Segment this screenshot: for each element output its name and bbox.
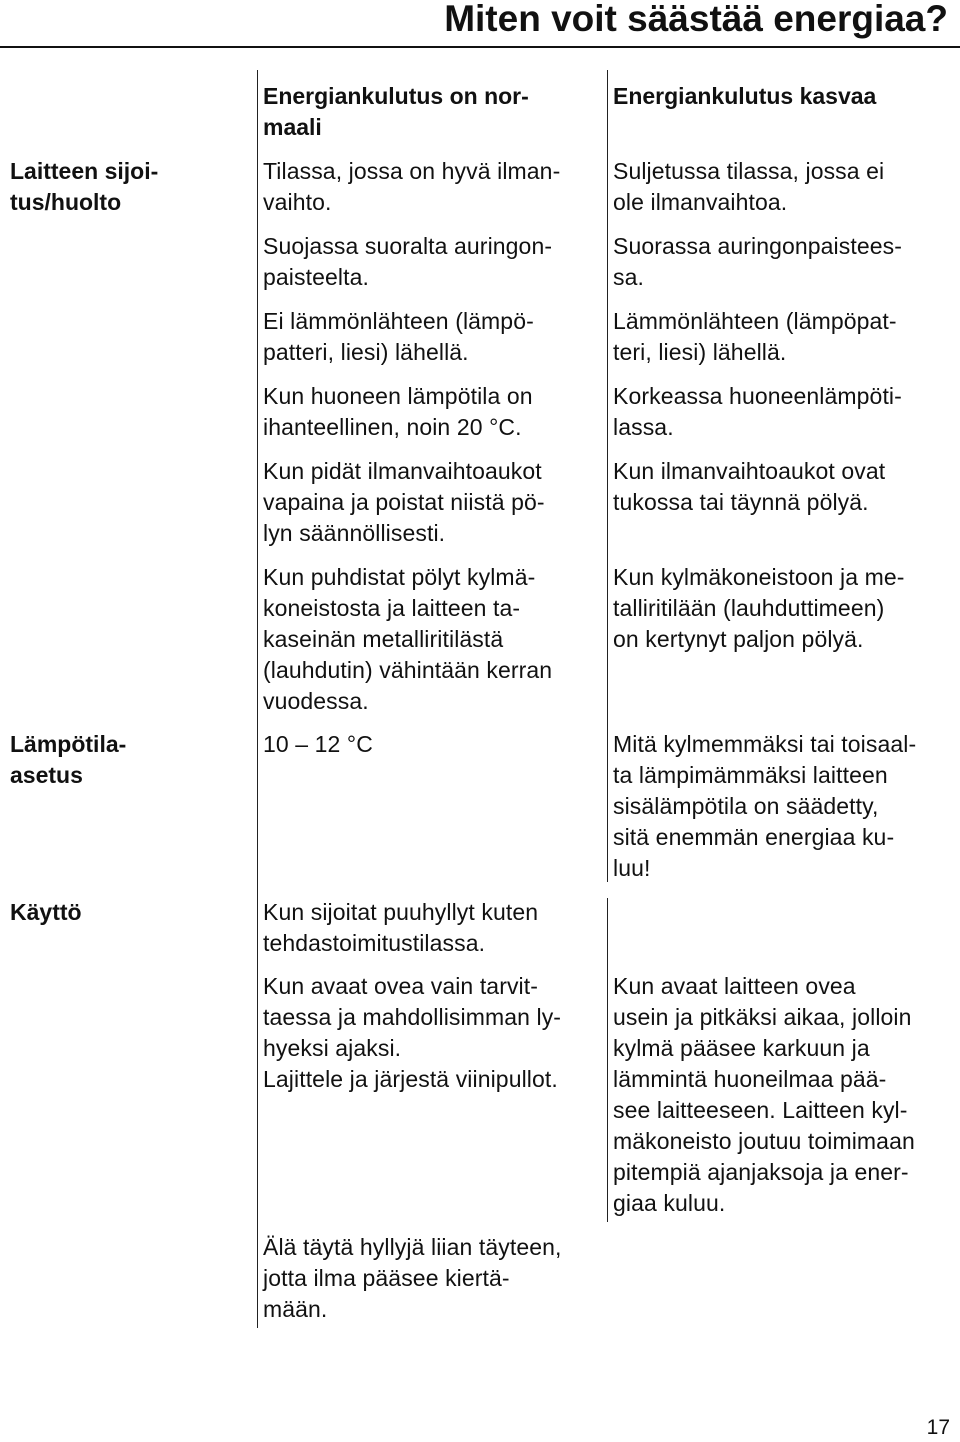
increase-item (613, 729, 916, 884)
text-line: ole ilmanvaihtoa. (613, 189, 788, 215)
text-line: koneistosta ja laitteen ta- (263, 595, 521, 621)
text-line: taessa ja mahdollisimman ly- (263, 1004, 562, 1030)
text-line: pitempiä ajanjaksoja ja ener- (613, 1159, 909, 1185)
page-number: 17 (926, 1416, 950, 1439)
text-line: mäkoneisto joutuu toimimaan (613, 1128, 915, 1154)
header-normal-consumption (263, 81, 529, 143)
row-label-temperature (10, 729, 126, 791)
text-line: kylmä pääsee karkuun ja (613, 1035, 870, 1061)
text-line: jotta ilma pääsee kiertä- (263, 1265, 510, 1291)
row-label-temperature-line-1: Lämpötila- (10, 731, 127, 757)
text-line: kaseinän metalliritilästä (263, 626, 504, 652)
text-line: Tilassa, jossa on hyvä ilman- (263, 158, 561, 184)
text-line: 10 – 12 °C (263, 731, 373, 757)
increase-item (613, 971, 915, 1219)
text-line: paisteelta. (263, 264, 369, 290)
text-line: Kun kylmäkoneistoon ja me- (613, 564, 905, 590)
header-normal-line-2: maali (263, 114, 322, 140)
text-line: talliritilään (lauhduttimeen) (613, 595, 885, 621)
row-label-temperature-line-2: asetus (10, 762, 83, 788)
normal-item (263, 156, 560, 218)
normal-item (263, 381, 533, 443)
text-line: Kun avaat laitteen ovea (613, 973, 856, 999)
increase-item (613, 306, 897, 368)
text-line: see laitteeseen. Laitteen kyl- (613, 1097, 908, 1123)
increase-item (613, 381, 902, 443)
text-line: hyeksi ajaksi. (263, 1035, 402, 1061)
normal-item-temperature-range (263, 729, 373, 760)
text-line: Kun huoneen lämpötila on (263, 383, 533, 409)
column-divider-right-lower (607, 898, 608, 1222)
text-line: Älä täytä hyllyjä liian täyteen, (263, 1234, 562, 1260)
text-line: sa. (613, 264, 644, 290)
text-line: Lämmönlähteen (lämpöpat- (613, 308, 897, 334)
text-line: lämmintä huoneilmaa pää- (613, 1066, 887, 1092)
normal-item (263, 306, 534, 368)
normal-item (263, 456, 545, 549)
title-divider (0, 46, 960, 48)
increase-item (613, 562, 905, 655)
text-line: on kertynyt paljon pölyä. (613, 626, 864, 652)
text-line: mään. (263, 1296, 328, 1322)
column-divider-right (607, 70, 608, 882)
text-line: Lajittele ja järjestä viinipullot. (263, 1066, 558, 1092)
text-line: vaihto. (263, 189, 332, 215)
text-line: Kun puhdistat pölyt kylmä- (263, 564, 536, 590)
text-line: lyn säännöllisesti. (263, 520, 446, 546)
normal-item (263, 562, 552, 717)
text-line: tehdastoimitustilassa. (263, 930, 486, 956)
text-line: (lauhdutin) vähintään kerran (263, 657, 553, 683)
row-label-placement-line-2: tus/huolto (10, 189, 122, 215)
text-line: Korkeassa huoneenlämpöti- (613, 383, 902, 409)
text-line: usein ja pitkäksi aikaa, jolloin (613, 1004, 912, 1030)
text-line: Kun sijoitat puuhyllyt kuten (263, 899, 539, 925)
text-line: vapaina ja poistat niistä pö- (263, 489, 545, 515)
text-line: Suojassa suoralta auringon- (263, 233, 553, 259)
text-line: Kun pidät ilmanvaihtoaukot (263, 458, 542, 484)
row-label-usage: Käyttö (10, 899, 82, 925)
text-line: vuodessa. (263, 688, 369, 714)
text-line: ta lämpimämmäksi laitteen (613, 762, 888, 788)
header-increased-consumption: Energiankulutus kasvaa (613, 83, 877, 109)
text-line: lassa. (613, 414, 674, 440)
normal-item (263, 231, 552, 293)
text-line: sisälämpötila on säädetty, (613, 793, 879, 819)
text-line: Kun avaat ovea vain tarvit- (263, 973, 539, 999)
text-line: giaa kuluu. (613, 1190, 726, 1216)
normal-item (263, 971, 561, 1095)
column-divider-left (257, 70, 258, 1328)
text-line: patteri, liesi) lähellä. (263, 339, 469, 365)
text-line: Suorassa auringonpaistees- (613, 233, 902, 259)
text-line: tukossa tai täynnä pölyä. (613, 489, 869, 515)
increase-item (613, 156, 884, 218)
text-line: Ei lämmönlähteen (lämpö- (263, 308, 534, 334)
text-line: Kun ilmanvaihtoaukot ovat (613, 458, 886, 484)
page-title: Miten voit säästää energiaa? (444, 0, 948, 39)
text-line: luu! (613, 855, 651, 881)
text-line: teri, liesi) lähellä. (613, 339, 787, 365)
text-line: sitä enemmän energiaa ku- (613, 824, 895, 850)
increase-item (613, 456, 885, 518)
increase-item (613, 231, 902, 293)
normal-item (263, 1232, 562, 1325)
text-line: Mitä kylmemmäksi tai toisaal- (613, 731, 917, 757)
row-label-placement-line-1: Laitteen sijoi- (10, 158, 159, 184)
header-normal-line-1: Energiankulutus on nor- (263, 83, 529, 109)
text-line: ihanteellinen, noin 20 °C. (263, 414, 522, 440)
normal-item (263, 897, 538, 959)
row-label-placement (10, 156, 158, 218)
text-line: Suljetussa tilassa, jossa ei (613, 158, 885, 184)
